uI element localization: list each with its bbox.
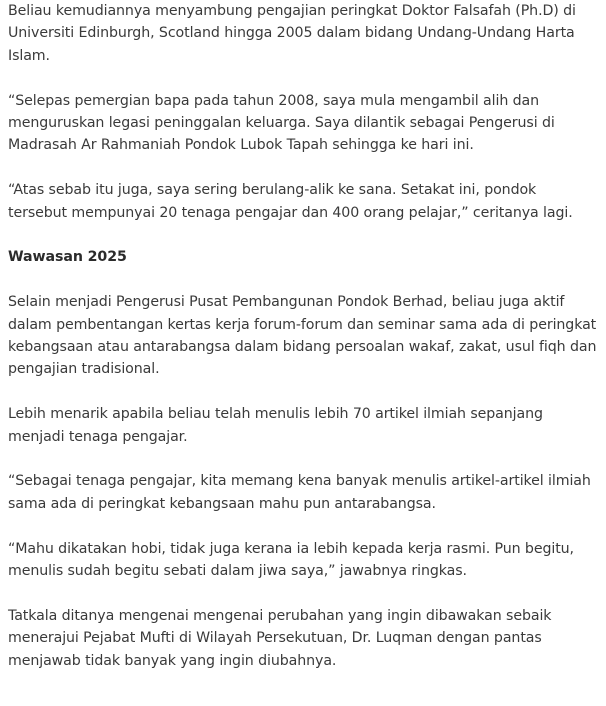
paragraph-legacy: “Selepas pemergian bapa pada tahun 2008, saya mula mengambil alih dan menguruskan legasi peninggalan keluarga. Saya dilantik sebagai Pengerusi di Madrasah Ar Rahmaniah Pondok Lubok Tapah sehingga ke hari ini. [8,92,555,154]
paragraph-mufti: Tatkala ditanya mengenai mengenai perubahan yang ingin dibawakan sebaik menerajui Pejabat Mufti di Wilayah Persekutuan, Dr. Luqman dengan pantas menjawab tidak banyak yang ingin diubahnya. [8,607,552,669]
paragraph-articles: Lebih menarik apabila beliau telah menulis lebih 70 artikel ilmiah sepanjang menjadi tenaga pengajar. [8,406,543,445]
paragraph-quote-hobby: “Mahu dikatakan hobi, tidak juga kerana ia lebih kepada kerja rasmi. Pun begitu, menulis sudah begitu sebati dalam jiwa saya,” jawabnya ringkas. [8,540,574,580]
paragraph-phd: Beliau kemudiannya menyambung pengajian peringkat Doktor Falsafah (Ph.D) di Universiti Edinburgh, Scotland hingga 2005 dalam bidang Undang-Undang Harta Islam. [8,3,576,64]
paragraph-chairman: Selain menjadi Pengerusi Pusat Pembangunan Pondok Berhad, beliau juga aktif dalam pembentangan kertas kerja forum-forum dan seminar sama ada di peringkat kebangsaan atau antarabangsa dalam bidang persoalan wakaf, zakat, usul fiqh dan pengajian tradisional. [8,294,597,378]
section-heading: Wawasan 2025 [8,249,127,266]
paragraph-pondok: “Atas sebab itu juga, saya sering berulang-alik ke sana. Setakat ini, pondok tersebut mempunyai 20 tenaga pengajar dan 400 orang pelajar,” ceritanya lagi. [8,182,573,221]
article-body [8,0,598,694]
paragraph-quote-writing: “Sebagai tenaga pengajar, kita memang kena banyak menulis artikel-artikel ilmiah sama ada di peringkat kebangsaan mahu pun antarabangsa. [8,473,591,512]
